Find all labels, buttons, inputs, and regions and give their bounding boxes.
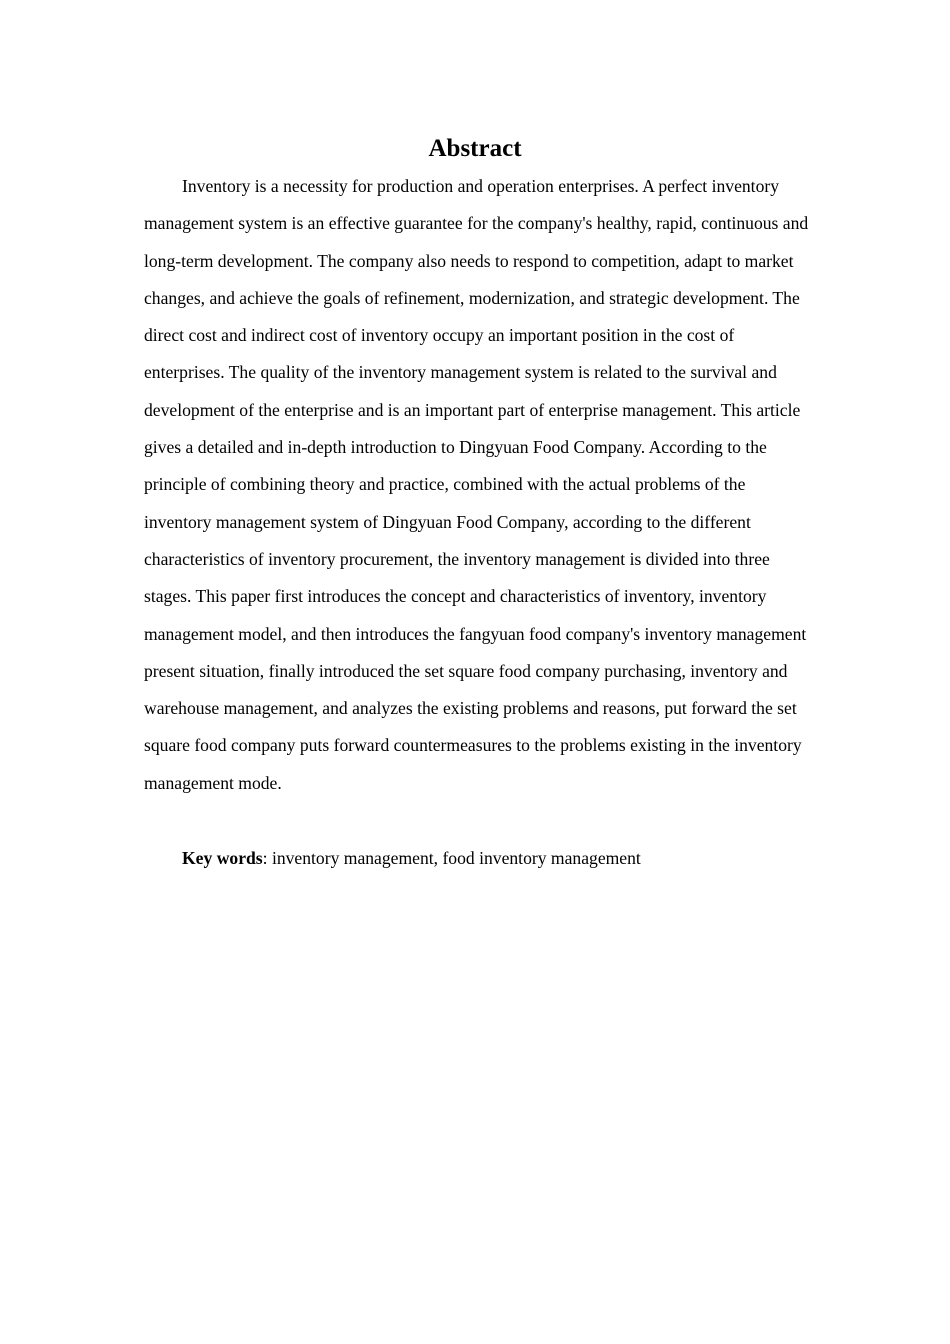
keywords-value: inventory management, food inventory management (271, 848, 641, 868)
abstract-paragraph: Inventory is a necessity for production and operation enterprises. A perfect inventory management system is an effective guarantee for the company's healthy, rapid, continuous and long-term development. The company also needs to respond to competition, adapt to market changes, and achieve the goals of refinement, modernization, and strategic development. The direct cost and indirect cost of inventory occupy an important position in the cost of enterprises. The quality of the inventory management system is related to the survival and development of the enterprise and is an important part of enterprise management. This article gives a detailed and in-depth introduction to Dingyuan Food Company. According to the principle of combining theory and practice, combined with the actual problems of the inventory management system of Dingyuan Food Company, according to the different characteristics of inventory procurement, the inventory management is divided into three stages. This paper first introduces the concept and characteristics of inventory, inventory management model, and then introduces the fangyuan food company's inventory management present situation, finally introduced the set square food company purchasing, inventory and warehouse management, and analyzes the existing problems and reasons, put forward the set square food company puts forward countermeasures to the problems existing in the inventory management mode. (144, 176, 809, 793)
keywords-label: Key words (182, 848, 263, 868)
keywords-line (144, 840, 809, 877)
keywords-separator: : (262, 848, 272, 868)
page-title: Abstract (428, 135, 522, 162)
